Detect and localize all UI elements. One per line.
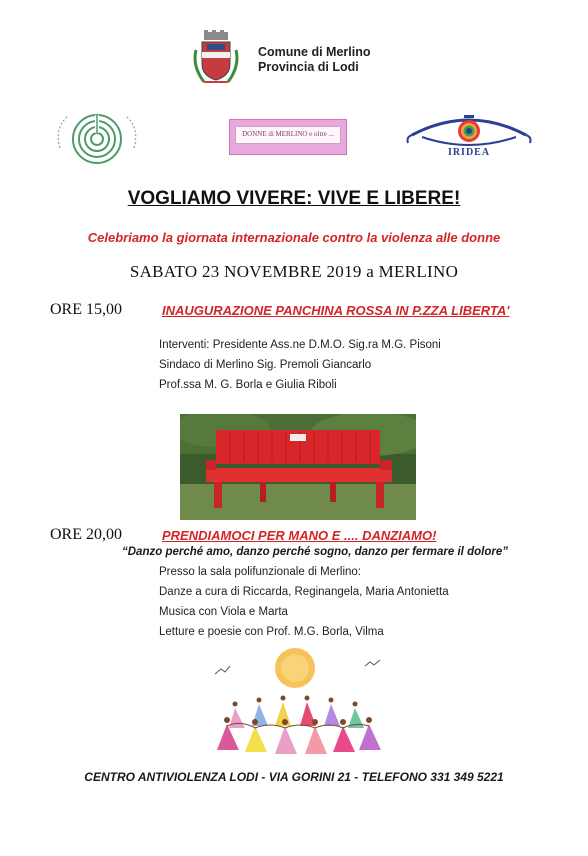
comune-line-1: Comune di Merlino	[258, 45, 371, 59]
donne-di-merlino-logo	[229, 119, 347, 155]
event-1-detail-line: Sindaco di Merlino Sig. Premoli Giancarlo	[159, 359, 372, 371]
event-2-detail-line: Letture e poesie con Prof. M.G. Borla, Vilma	[159, 626, 384, 638]
comune-line-2: Provincia di Lodi	[258, 60, 359, 74]
event-2-time: ORE 20,00	[50, 526, 122, 543]
labyrinth-logo	[50, 108, 145, 170]
comune-crest-logo	[190, 30, 242, 88]
comune-name	[258, 45, 371, 75]
page-title: VOGLIAMO VIVERE: VIVE E LIBERE!	[127, 188, 461, 209]
event-1-detail-line: Prof.ssa M. G. Borla e Giulia Riboli	[159, 379, 337, 391]
iridea-logo-text: IRIDEA	[447, 147, 491, 158]
event-2-title: PRENDIAMOCI PER MANO E .... DANZIAMO!	[162, 528, 437, 543]
page-subtitle: Celebriamo la giornata internazionale contro la violenza alle donne	[87, 230, 501, 245]
event-1-details	[159, 335, 441, 395]
event-1-time: ORE 15,00	[50, 301, 122, 318]
dancing-women-illustration	[205, 646, 390, 756]
iridea-eye-logo	[404, 113, 534, 159]
footer-contact: CENTRO ANTIVIOLENZA LODI - VIA GORINI 21 - TELEFONO 331 349 5221	[84, 770, 504, 784]
event-2-detail-line: Musica con Viola e Marta	[159, 606, 288, 618]
donne-logo-text: DONNE di MERLINO e oltre ...	[235, 126, 341, 144]
event-2-detail-line: Presso la sala polifunzionale di Merlino:	[159, 566, 361, 578]
event-2-quote: “Danzo perché amo, danzo perché sogno, danzo per fermare il dolore”	[122, 546, 508, 558]
red-bench-photo	[180, 414, 416, 520]
event-1-title: INAUGURAZIONE PANCHINA ROSSA IN P.ZZA LIBERTA'	[162, 303, 510, 318]
event-2-details	[159, 562, 449, 642]
event-date: SABATO 23 NOVEMBRE 2019 a MERLINO	[129, 262, 459, 281]
event-1-detail-line: Interventi: Presidente Ass.ne D.M.O. Sig.ra M.G. Pisoni	[159, 339, 441, 351]
event-2-detail-line: Danze a cura di Riccarda, Reginangela, Maria Antonietta	[159, 586, 449, 598]
